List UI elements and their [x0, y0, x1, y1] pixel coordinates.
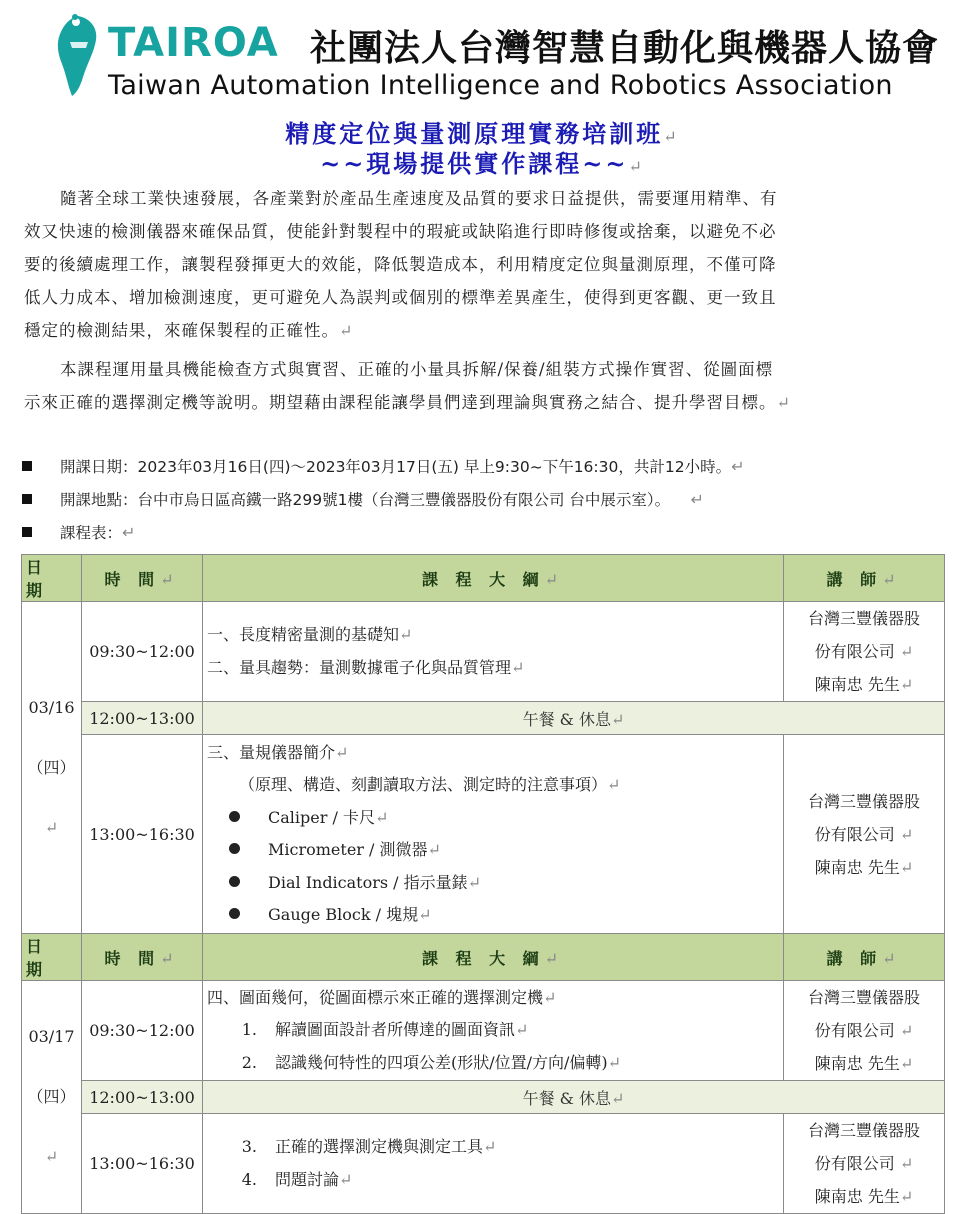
- bullet-dot-icon: [229, 876, 240, 887]
- table-row: [22, 981, 945, 1081]
- day2-slot1-instructor: 台灣三豐儀器股 份有限公司 ↵ 陳南忠 先生↵: [784, 981, 945, 1081]
- item-number: 4.: [241, 1169, 257, 1189]
- square-bullet-icon: [22, 461, 32, 471]
- day1-lunch-time: 12:00~13:00: [82, 702, 203, 735]
- outline-subitem: 正確的選擇測定機與測定工具: [275, 1137, 484, 1156]
- item-number: 2.: [241, 1052, 257, 1072]
- bullet-dot-icon: [229, 843, 240, 854]
- day2-slot2-time: 13:00~16:30: [82, 1114, 203, 1214]
- day2-date: 03/17: [28, 1027, 75, 1046]
- day1-date-cell: 03/16 （四）↵: [22, 602, 82, 934]
- course-title: 精度定位與量測原理實務培訓班↵: [285, 119, 680, 148]
- header-time: 時 間↵: [82, 934, 203, 981]
- day2-slot1-outline: 四、圖面幾何，從圖面標示來正確的選擇測定機↵ 1. 解讀圖面設計者所傳達的圖面資訊↵ 2. 認識幾何特性的四項公差(形狀/位置/方向/偏轉)↵: [203, 981, 784, 1081]
- day2-date-cell: 03/17 （四）↵: [22, 981, 82, 1214]
- course-description-paragraph: 本課程運用量具機能檢查方式與實習、正確的小量具拆解/保養/組裝方式操作實習、從圖面標 示來正確的選擇測定機等說明。期望藉由課程能讓學員們達到理論與實務之結合、提升學習目標。↵: [24, 360, 791, 412]
- instrument-item: Micrometer / 測微器: [268, 840, 428, 859]
- square-bullet-icon: [22, 494, 32, 504]
- intro-line: 低人力成本、增加檢測速度，更可避免人為誤判或個別的標準差異產生，使得到更客觀、更一致且: [24, 288, 777, 307]
- schedule-table: [21, 554, 945, 1214]
- day2-slot1-time: 09:30~12:00: [82, 981, 203, 1081]
- course-info-list: [22, 450, 942, 549]
- course-location: 開課地點：台中市烏日區高鐵一路299號1樓（台灣三豐儀器股份有限公司 台中展示室）。: [60, 491, 671, 509]
- description-line: 本課程運用量具機能檢查方式與實習、正確的小量具拆解/保養/組裝方式操作實習、從圖面標: [60, 360, 774, 379]
- organization-name-cn: 社團法人台灣智慧自動化與機器人協會: [310, 28, 940, 69]
- day1-slot1-time: 09:30~12:00: [82, 602, 203, 702]
- outline-note: （原理、構造、刻劃讀取方法、測定時的注意事項）: [239, 775, 608, 794]
- table-header-row: [22, 555, 945, 602]
- day1-lunch-break: 午餐 & 休息↵: [203, 702, 945, 735]
- table-row: [22, 702, 945, 735]
- item-number: 1.: [241, 1020, 257, 1040]
- header-logo: [48, 14, 940, 101]
- list-item: 開課地點：台中市烏日區高鐵一路299號1樓（台灣三豐儀器股份有限公司 台中展示室）。 ↵: [22, 483, 942, 516]
- outline-item: 三、量規儀器簡介: [207, 742, 336, 762]
- outline-item: 四、圖面幾何，從圖面標示來正確的選擇測定機: [207, 987, 544, 1007]
- header-date: 日 期: [22, 934, 82, 981]
- day2-lunch-time: 12:00~13:00: [82, 1081, 203, 1114]
- table-row: [22, 735, 945, 934]
- header-instructor: 講 師↵: [784, 555, 945, 602]
- table-header-row: [22, 934, 945, 981]
- outline-subitem: 解讀圖面設計者所傳達的圖面資訊: [275, 1020, 516, 1040]
- day1-slot1-outline: 一、長度精密量測的基礎知↵ 二、量具趨勢：量測數據電子化與品質管理↵: [203, 602, 784, 702]
- taiwan-map-icon: [48, 14, 110, 98]
- table-row: [22, 602, 945, 702]
- intro-line: 要的後續處理工作，讓製程發揮更大的效能，降低製造成本，利用精度定位與量測原理，不僅可降: [24, 255, 777, 274]
- outline-item: 一、長度精密量測的基礎知: [207, 625, 400, 644]
- header-instructor: 講 師↵: [784, 934, 945, 981]
- brand-name: TAIROA: [108, 20, 279, 66]
- table-row: [22, 1081, 945, 1114]
- outline-subitem: 問題討論: [275, 1169, 340, 1189]
- header-outline: 課 程 大 綱↵: [203, 555, 784, 602]
- header-date: 日 期: [22, 555, 82, 602]
- day1-slot2-time: 13:00~16:30: [82, 735, 203, 934]
- instrument-item: Gauge Block / 塊規: [268, 905, 419, 924]
- table-row: [22, 1114, 945, 1214]
- day2-weekday: （四）: [27, 1087, 76, 1106]
- day1-slot1-instructor: 台灣三豐儀器股 份有限公司 ↵ 陳南忠 先生↵: [784, 602, 945, 702]
- schedule-label: 課程表：: [60, 524, 123, 542]
- day2-lunch-break: 午餐 & 休息↵: [203, 1081, 945, 1114]
- intro-line: 穩定的檢測結果，來確保製程的正確性。: [24, 321, 339, 340]
- day1-date: 03/16: [28, 697, 75, 717]
- instrument-item: Caliper / 卡尺: [268, 807, 375, 827]
- header-outline: 課 程 大 綱↵: [203, 934, 784, 981]
- day2-slot2-outline: 3. 正確的選擇測定機與測定工具↵ 4. 問題討論↵: [203, 1114, 784, 1214]
- description-line: 示來正確的選擇測定機等說明。期望藉由課程能讓學員們達到理論與實務之結合、提升學習目標。: [24, 393, 777, 412]
- outline-item: 二、量具趨勢：量測數據電子化與品質管理: [207, 657, 512, 677]
- day1-slot2-instructor: 台灣三豐儀器股 份有限公司 ↵ 陳南忠 先生↵: [784, 735, 945, 934]
- course-subtitle: ~~現場提供實作課程~~↵: [320, 149, 645, 178]
- day1-weekday: （四）: [27, 757, 76, 777]
- intro-line: 效又快速的檢測儀器來確保品質，使能針對製程中的瑕疵或缺陷進行即時修復或捨棄，以避免不必: [24, 222, 777, 241]
- day2-slot2-instructor: 台灣三豐儀器股 份有限公司 ↵ 陳南忠 先生↵: [784, 1114, 945, 1214]
- list-item: 開課日期：2023年03月16日(四)～2023年03月17日(五) 早上9:30~下午16:30，共計12小時。↵: [22, 450, 942, 483]
- item-number: 3.: [241, 1137, 257, 1156]
- bullet-dot-icon: [229, 811, 240, 822]
- bullet-dot-icon: [229, 908, 240, 919]
- course-date: 開課日期：2023年03月16日(四)～2023年03月17日(五) 早上9:30~下午16:30，共計12小時。: [60, 458, 732, 476]
- square-bullet-icon: [22, 527, 32, 537]
- instrument-item: Dial Indicators / 指示量錶: [268, 872, 468, 892]
- intro-paragraph: 隨著全球工業快速發展，各產業對於產品生產速度及品質的要求日益提供，需要運用精準、有 效又快速的檢測儀器來確保品質，使能針對製程中的瑕疵或缺陷進行即時修復或捨棄，以避免不必 要的後續處理工作，讓製程發揮更大的效能，降低製造成本，利用精度定位與量測原理，不僅可降 低人力成本、增加檢測速度，更可避免人為誤判或個別的標準差異產生，使得到更客觀、更一致且 穩定的檢測結果，來確保製程的正確性。↵: [24, 182, 924, 347]
- header-time: 時 間↵: [82, 555, 203, 602]
- day1-slot2-outline: 三、量規儀器簡介↵ （原理、構造、刻劃讀取方法、測定時的注意事項）↵ Caliper / 卡尺↵ Micrometer / 測微器↵ Dial Indicators / 指示量錶↵ Gauge Block / 塊規↵: [203, 735, 784, 934]
- list-item: 課程表：↵: [22, 516, 942, 549]
- outline-subitem: 認識幾何特性的四項公差(形狀/位置/方向/偏轉): [275, 1052, 608, 1072]
- organization-name-en: Taiwan Automation Intelligence and Robotics Association: [108, 70, 893, 101]
- intro-line: 隨著全球工業快速發展，各產業對於產品生產速度及品質的要求日益提供，需要運用精準、有: [60, 189, 778, 208]
